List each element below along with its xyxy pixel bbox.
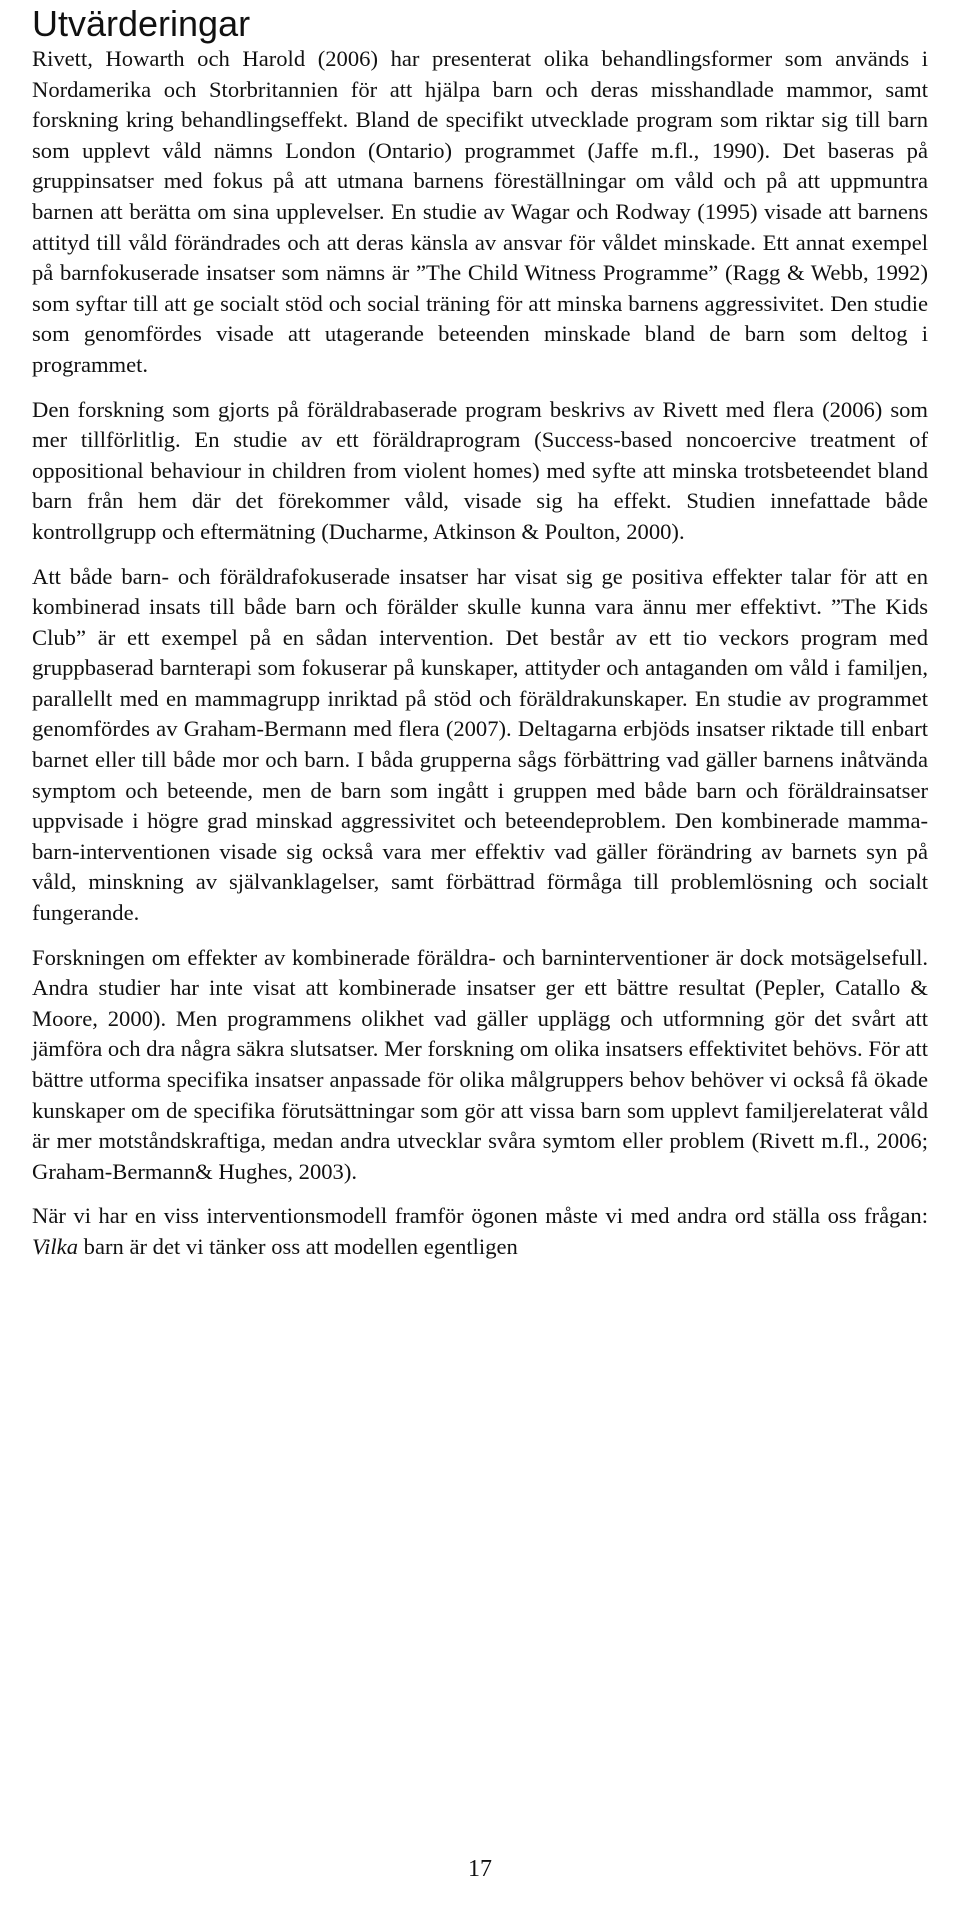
body-text	[32, 44, 928, 1263]
section-heading: Utvärderingar	[32, 3, 251, 44]
paragraph-behandlingsformer: Rivett, Howarth och Harold (2006) har presenterat olika behandlingsformer som används i Nordamerika och Storbritannien för att hjälpa barn och deras misshandlade mammor, samt forskning kring behandlingseffekt. Bland de specifikt utvecklade program som riktar sig till barn som upplevt våld nämns London (Ontario) programmet (Jaffe m.fl., 1990). Det baseras på gruppinsatser med fokus på att utmana barnens föreställningar om våld och på att uppmuntra barnen att berätta om sina upplevelser. En studie av Wagar och Rodway (1995) visade att barnens attityd till våld förändrades och att deras känsla av ansvar för våldet minskade. Ett annat exempel på barnfokuserade insatser som nämns är ”The Child Witness Programme” (Ragg & Webb, 1992) som syftar till att ge socialt stöd och social träning för att minska barnens aggressivitet. Den studie som genomfördes visade att utagerande beteenden minskade bland de barn som deltog i programmet.	[32, 46, 928, 377]
emphasized-word: Vilka	[32, 1233, 79, 1259]
paragraph-interventionsmodell	[32, 1201, 928, 1262]
paragraph-kombinerade-insatser: Att både barn- och föräldrafokuserade insatser har visat sig ge positiva effekter talar för att en kombinerad insats till både barn och förälder skulle kunna vara ännu mer effektivt. ”The Kids Club” är ett exempel på en sådan intervention. Det består av ett tio veckors program med gruppbaserad barnterapi som fokuserar på kunskaper, attityder och antaganden om våld i familjen, parallellt med en mammagrupp inriktad på stöd och föräldrakunskaper. En studie av programmet genomfördes av Graham-Bermann med flera (2007). Deltagarna erbjöds insatser riktade till enbart barnet eller till både mor och barn. I båda grupperna sågs förbättring vad gäller barnens inåtvända symptom och beteende, men de barn som ingått i gruppen med både barn och föräldrainsatser uppvisade i högre grad minskad aggressivitet och beteendeproblem. Den kombinerade mamma-barn-interventionen visade sig också vara mer effektiv vad gäller förändring av barnets syn på våld, minskning av självanklagelser, samt förbättrad förmåga till problemlösning och socialt fungerande.	[32, 563, 928, 926]
page-number: 17	[468, 1856, 492, 1882]
paragraph-interventionsmodell-start: När vi har en viss interventionsmodell framför ögonen måste vi med andra ord ställa oss frågan:	[32, 1203, 928, 1229]
paragraph-motsagelsefull-forskning: Forskningen om effekter av kombinerade föräldra- och barninterventioner är dock motsägelsefull. Andra studier har inte visat att kombinerade insatser ger ett bättre resultat (Pepler, Catallo & Moore, 2000). Men programmens olikhet vad gäller upplägg och utformning gör det svårt att jämföra och dra några säkra slutsatser. Mer forskning om olika insatsers effektivitet behövs. För att bättre utforma specifika insatser anpassade för olika målgruppers behov behöver vi också få ökade kunskaper om de specifika förutsättningar som gör att vissa barn som upplevt familjerelaterat våld är mer motståndskraftiga, medan andra utvecklar svåra symtom eller problem (Rivett m.fl., 2006; Graham-Bermann& Hughes, 2003).	[32, 944, 928, 1184]
paragraph-foraldrabaserade-program: Den forskning som gjorts på föräldrabaserade program beskrivs av Rivett med flera (2006) som mer tillförlitlig. En studie av ett föräldraprogram (Success-based noncoercive treatment of oppositional behaviour in children from violent homes) med syfte att minska trotsbeteendet bland barn från hem där det förekommer våld, visade sig ha effekt. Studien innefattade både kontrollgrupp och eftermätning (Ducharme, Atkinson & Poulton, 2000).	[32, 396, 928, 544]
paragraph-interventionsmodell-end: barn är det vi tänker oss att modellen egentligen	[78, 1233, 518, 1259]
